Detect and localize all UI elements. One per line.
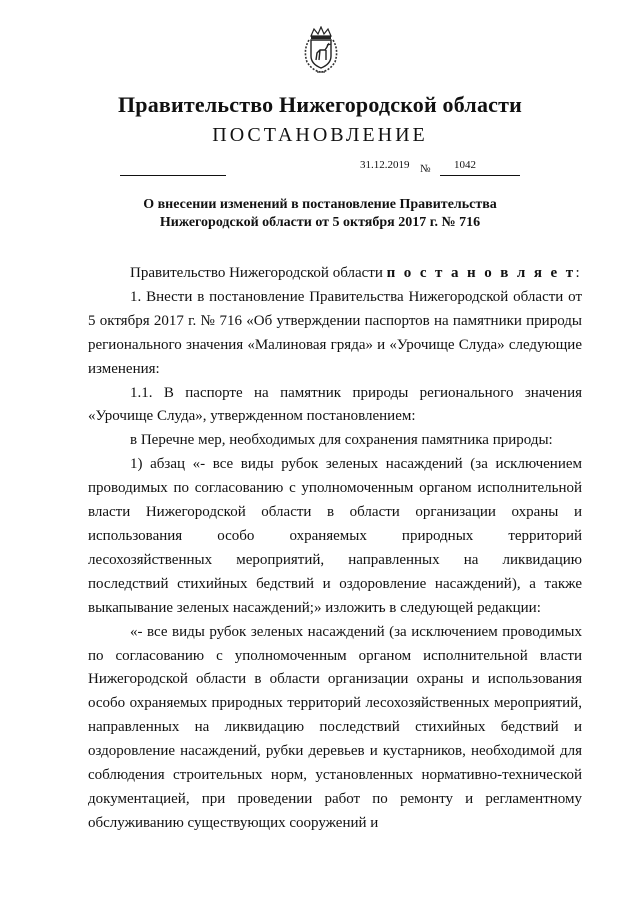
document-subject (0, 196, 640, 232)
intro-paragraph (88, 262, 582, 286)
document-type: ПОСТАНОВЛЕНИЕ (212, 124, 428, 146)
coat-of-arms-emblem (300, 26, 342, 74)
subject-line-2: Нижегородской области от 5 октября 2017 г. № 716 (159, 215, 481, 230)
item-1-1-paragraph: 1.1. В паспорте на памятник природы регионального значения «Урочище Слуда», утвержденном постановлением: (88, 384, 582, 425)
resolves-word: п о с т а н о в л я е т (386, 265, 576, 281)
list-intro-paragraph: в Перечне мер, необходимых для сохранения памятника природы: (130, 432, 553, 449)
organization-title: Правительство Нижегородской области (117, 92, 522, 117)
number-sign-label: № (420, 163, 431, 175)
date-blank-line (120, 175, 226, 176)
document-body (88, 262, 582, 836)
item-1-paragraph: 1. Внести в постановление Правительства Нижегородской области от 5 октября 2017 г. № 716 «Об утверждении паспортов на памятники природы регионального значения «Малиновая гряда» и «Урочище Слуда» следующие изменения: (88, 288, 582, 377)
intro-org: Правительство Нижегородской области (130, 265, 383, 281)
new-wording-paragraph: «- все виды рубок зеленых насаждений (за исключением проводимых по согласованию с уполномоченным органом исполнительной власти Нижегородской области в области организации охраны и использования особо охраняемых природных территорий лесохозяйственных мероприятий, направленных на ликвидацию последствий стихийных бедствий и оздоровление насаждений, рубки деревьев и кустарников, необходимой для соблюдения строительных норм, установленных нормативно-технической документацией, при проведении работ по ремонту и регламентному обслуживанию существующих сооружений и (88, 623, 582, 831)
registration-number: 1042 (454, 159, 476, 171)
subitem-1-paragraph: 1) абзац «- все виды рубок зеленых насаждений (за исключением проводимых по согласованию с уполномоченным органом исполнительной власти Нижегородской области в области организации охраны и использования особо охраняемых природных территорий лесохозяйственных мероприятий, направленных на ликвидацию последствий стихийных бедствий и оздоровление насаждений), а также выкапывание зеленых насаждений;» изложить в следующей редакции: (88, 456, 582, 616)
registration-date: 31.12.2019 (360, 159, 410, 171)
intro-colon: : (575, 265, 580, 281)
subject-line-1: О внесении изменений в постановление Правительства (143, 197, 497, 212)
number-underline (440, 175, 520, 176)
